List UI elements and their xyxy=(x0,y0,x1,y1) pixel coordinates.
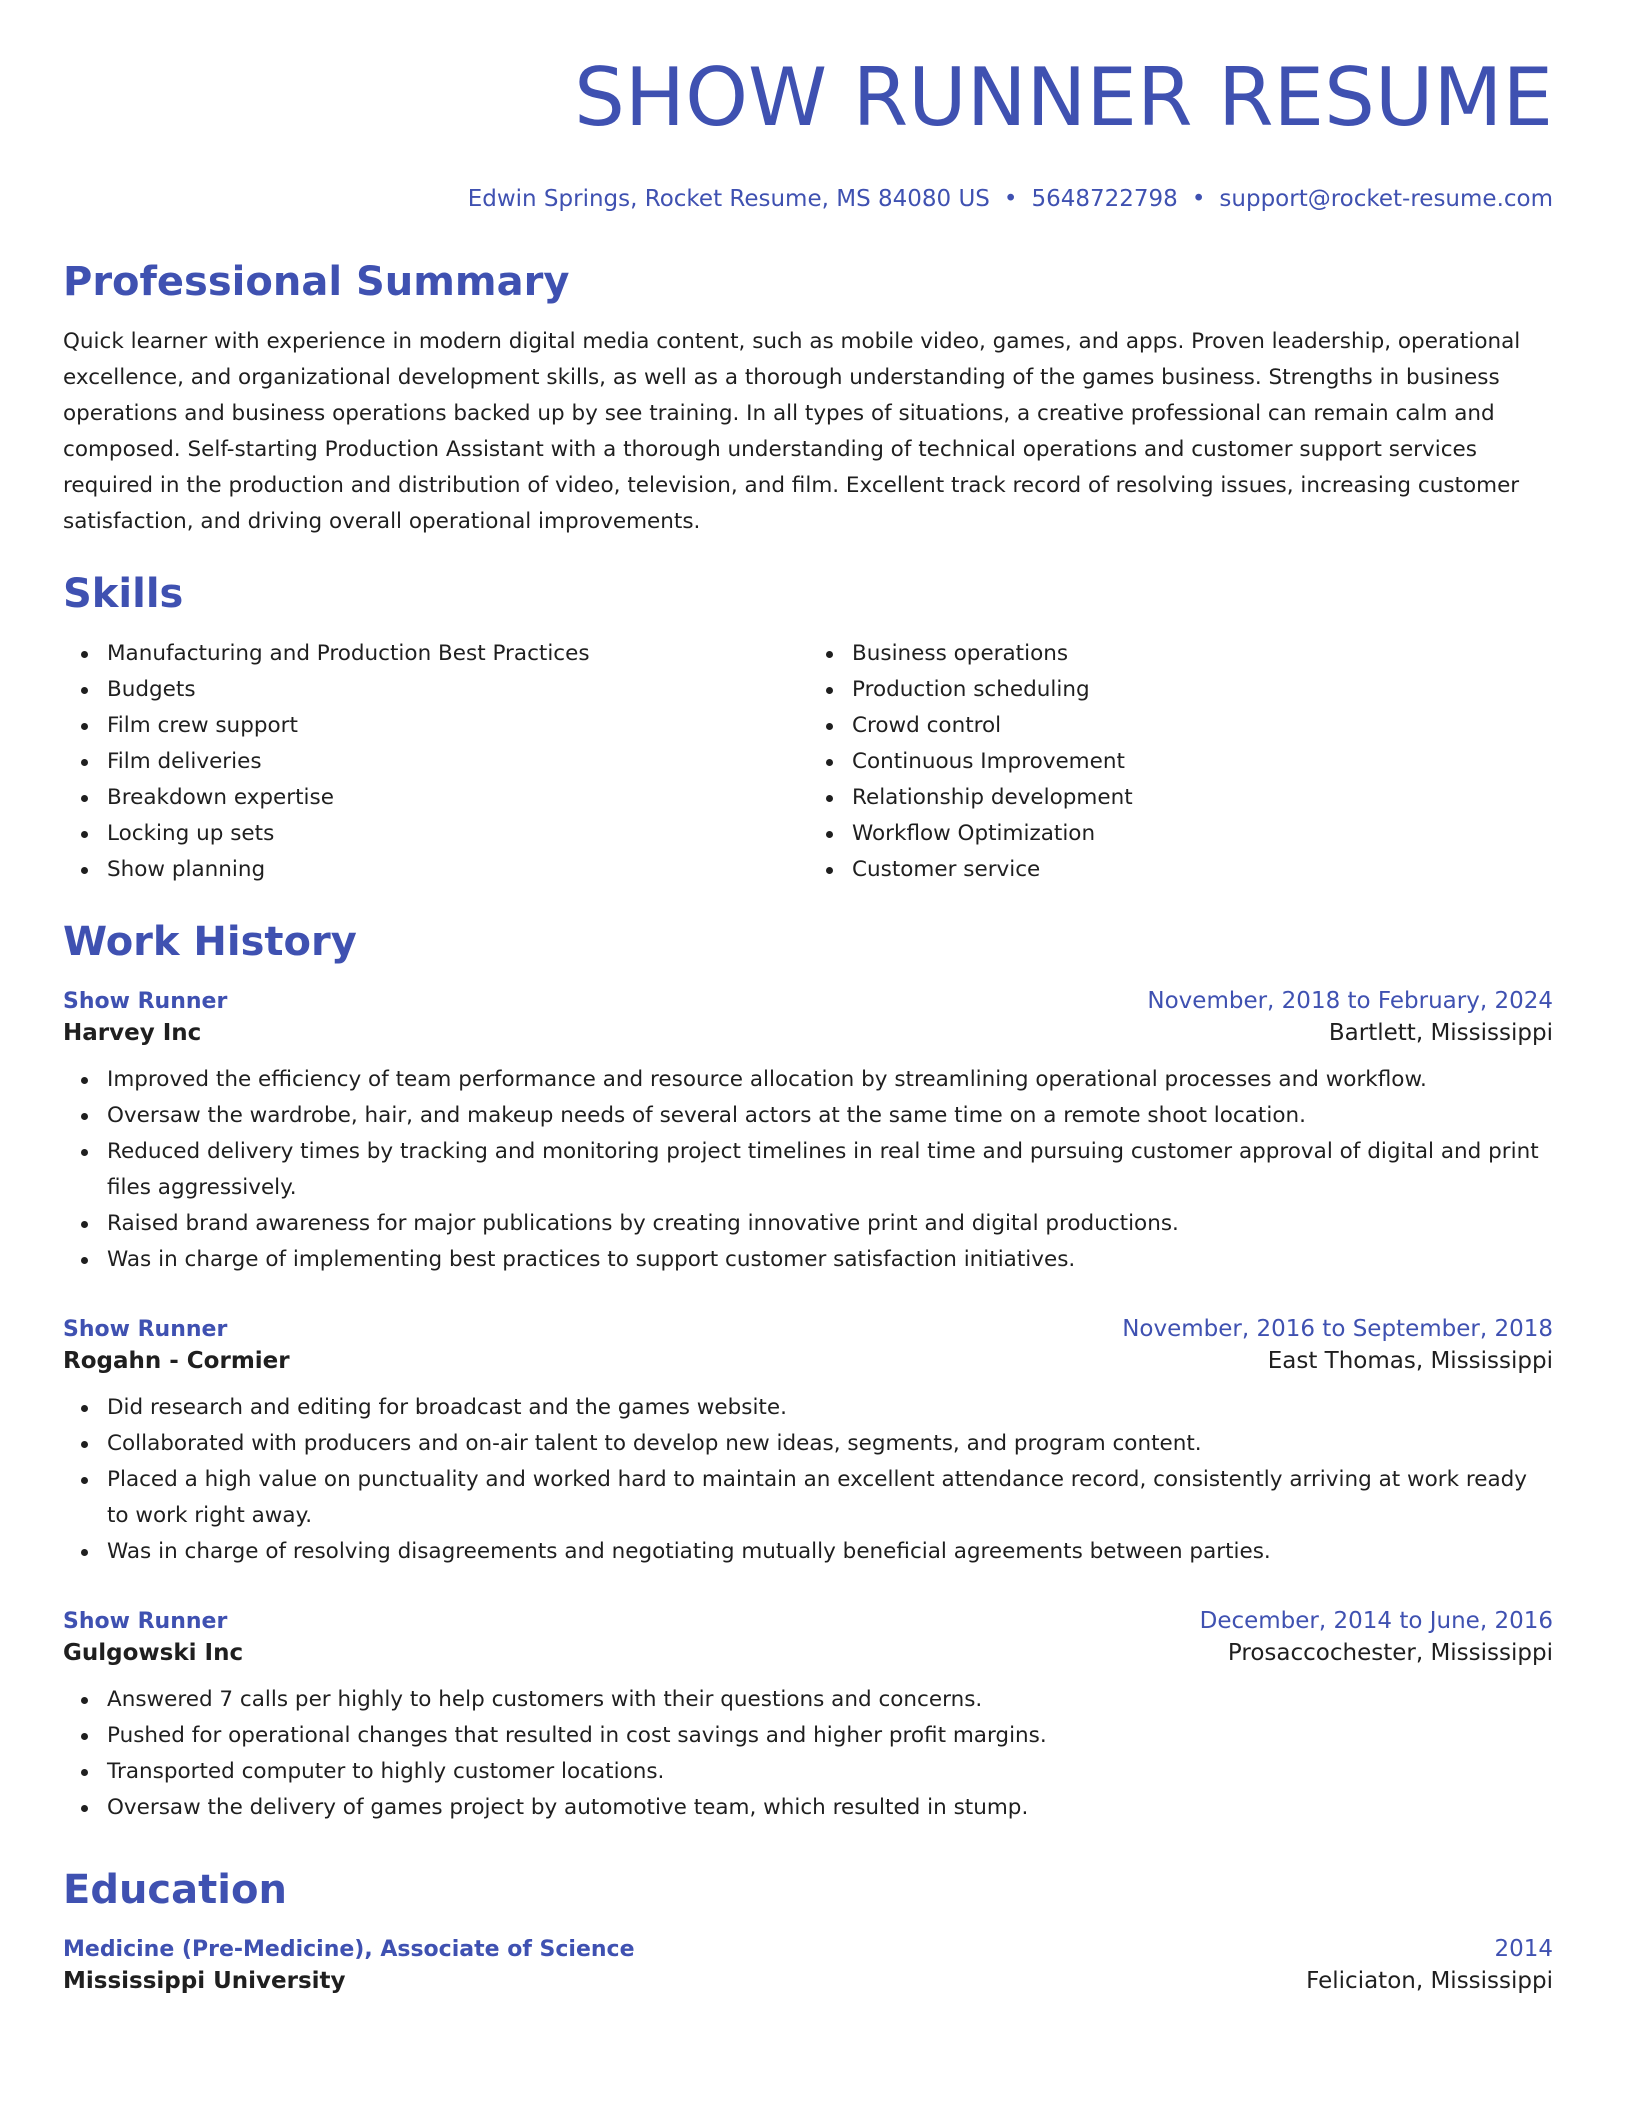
education-school: Mississippi University xyxy=(63,1968,346,1994)
contact-separator: • xyxy=(1003,186,1018,212)
skill-item: Business operations xyxy=(852,636,1553,672)
job-dates: December, 2014 to June, 2016 xyxy=(1199,1608,1553,1634)
education-location: Feliciaton, Mississippi xyxy=(1306,1968,1553,1994)
skill-item: Film crew support xyxy=(107,708,808,744)
job-bullet: Improved the efficiency of team performance and resource allocation by streamlining operational processes and workflow. xyxy=(107,1062,1553,1098)
skill-item: Workflow Optimization xyxy=(852,816,1553,852)
skill-item: Show planning xyxy=(107,852,808,888)
skill-item: Locking up sets xyxy=(107,816,808,852)
work-history-heading: Work History xyxy=(63,919,357,965)
job-bullet: Oversaw the wardrobe, hair, and makeup needs of several actors at the same time on a remote shoot location. xyxy=(107,1098,1553,1134)
job-entry xyxy=(63,988,1553,1278)
job-bullets xyxy=(63,1062,1553,1278)
job-dates: November, 2018 to February, 2024 xyxy=(1147,988,1553,1014)
skill-item: Breakdown expertise xyxy=(107,780,808,816)
summary-heading: Professional Summary xyxy=(63,259,570,305)
job-bullet: Pushed for operational changes that resulted in cost savings and higher profit margins. xyxy=(107,1718,1553,1754)
skill-item: Production scheduling xyxy=(852,672,1553,708)
job-bullet: Transported computer to highly customer locations. xyxy=(107,1754,1553,1790)
job-company: Harvey Inc xyxy=(63,1020,202,1046)
job-bullet: Oversaw the delivery of games project by automotive team, which resulted in stump. xyxy=(107,1790,1553,1826)
job-location: Prosaccochester, Mississippi xyxy=(1227,1640,1553,1666)
job-title: Show Runner xyxy=(63,1609,228,1634)
resume-title: SHOW RUNNER RESUME xyxy=(574,51,1553,144)
education-year: 2014 xyxy=(1494,1936,1553,1962)
skill-item: Relationship development xyxy=(852,780,1553,816)
skill-item: Manufacturing and Production Best Practices xyxy=(107,636,808,672)
skills-column-right xyxy=(808,636,1553,888)
job-company: Gulgowski Inc xyxy=(63,1640,244,1666)
education-heading: Education xyxy=(63,1867,287,1913)
skills-list xyxy=(63,636,1553,888)
education-degree: Medicine (Pre-Medicine), Associate of Science xyxy=(63,1937,635,1962)
job-bullet: Was in charge of resolving disagreements and negotiating mutually beneficial agreements between parties. xyxy=(107,1534,1553,1570)
job-bullets xyxy=(63,1682,1553,1826)
job-company: Rogahn - Cormier xyxy=(63,1348,290,1374)
contact-line xyxy=(63,186,1553,212)
resume-page xyxy=(63,0,1553,1994)
job-bullet: Reduced delivery times by tracking and monitoring project timelines in real time and pursuing customer approval of digital and print files aggressively. xyxy=(107,1134,1553,1206)
skill-item: Crowd control xyxy=(852,708,1553,744)
contact-email[interactable]: support@rocket-resume.com xyxy=(1219,186,1553,212)
job-bullets xyxy=(63,1390,1553,1570)
job-bullet: Collaborated with producers and on-air talent to develop new ideas, segments, and program content. xyxy=(107,1426,1553,1462)
job-bullet: Raised brand awareness for major publications by creating innovative print and digital productions. xyxy=(107,1206,1553,1242)
job-bullet: Was in charge of implementing best practices to support customer satisfaction initiatives. xyxy=(107,1242,1553,1278)
job-location: East Thomas, Mississippi xyxy=(1267,1348,1553,1374)
contact-address: Edwin Springs, Rocket Resume, MS 84080 US xyxy=(467,186,990,212)
skill-item: Budgets xyxy=(107,672,808,708)
job-entry xyxy=(63,1608,1553,1826)
skill-item: Continuous Improvement xyxy=(852,744,1553,780)
contact-phone: 5648722798 xyxy=(1031,186,1178,212)
job-bullet: Placed a high value on punctuality and worked hard to maintain an excellent attendance record, consistently arriving at work ready to work right away. xyxy=(107,1462,1553,1534)
skill-item: Film deliveries xyxy=(107,744,808,780)
skills-column-left xyxy=(63,636,808,888)
skill-item: Customer service xyxy=(852,852,1553,888)
contact-separator: • xyxy=(1191,186,1206,212)
job-entry xyxy=(63,1316,1553,1570)
education-entry xyxy=(63,1936,1553,1994)
job-bullet: Did research and editing for broadcast and the games website. xyxy=(107,1390,1553,1426)
job-title: Show Runner xyxy=(63,1317,228,1342)
job-title: Show Runner xyxy=(63,989,228,1014)
summary-text: Quick learner with experience in modern digital media content, such as mobile video, games, and apps. Proven leadership, operational excellence, and organizational development skills, as well as a thorough understanding of the games business. Strengths in business operations and business operations backed up by see training. In all types of situations, a creative professional can remain calm and composed. Self-starting Production Assistant with a thorough understanding of technical operations and customer support services required in the production and distribution of video, television, and film. Excellent track record of resolving issues, increasing customer satisfaction, and driving overall operational improvements. xyxy=(63,329,1521,534)
job-bullet: Answered 7 calls per highly to help customers with their questions and concerns. xyxy=(107,1682,1553,1718)
job-dates: November, 2016 to September, 2018 xyxy=(1122,1316,1553,1342)
skills-heading: Skills xyxy=(63,571,184,617)
job-location: Bartlett, Mississippi xyxy=(1328,1020,1553,1046)
